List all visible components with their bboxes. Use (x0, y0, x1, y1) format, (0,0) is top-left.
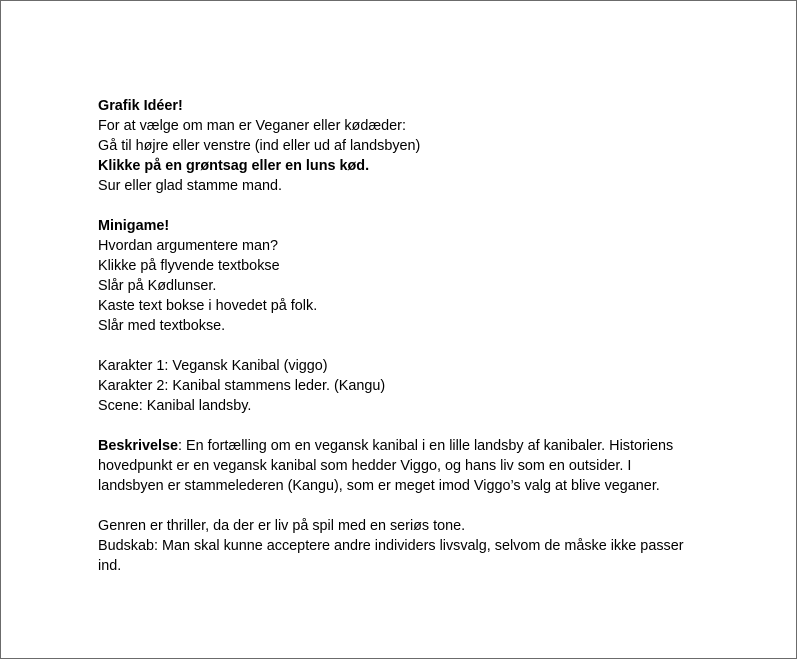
text-line: Hvordan argumentere man? (98, 238, 278, 254)
description-line-3: landsbyen er stammelederen (Kangu), som er meget imod Viggo’s valg at blive veganer. (98, 478, 660, 494)
description-line-2: hovedpunkt er en vegansk kanibal som hedder Viggo, og hans liv som en outsider. I (98, 458, 632, 474)
text-line: Gå til højre eller venstre (ind eller ud af landsbyen) (98, 138, 421, 154)
minigame-heading: Minigame! (98, 218, 170, 234)
text-line: For at vælge om man er Veganer eller kødæder: (98, 118, 406, 134)
paragraph-gap (98, 336, 718, 356)
text-line: Klikke på flyvende textbokse (98, 258, 280, 274)
bold-instruction-line: Klikke på en grøntsag eller en luns kød. (98, 158, 370, 174)
description-text: : En fortælling om en vegansk kanibal i en lille landsby af kanibaler. Historiens (178, 438, 674, 454)
text-line: Slår med textbokse. (98, 318, 226, 334)
paragraph-gap (98, 496, 718, 516)
description-label: Beskrivelse (98, 438, 179, 454)
text-line: Slår på Kødlunser. (98, 278, 217, 294)
paragraph-gap (98, 196, 718, 216)
scene-line: Scene: Kanibal landsby. (98, 398, 252, 414)
character-1-line: Karakter 1: Vegansk Kanibal (viggo) (98, 358, 328, 374)
message-line-end: ind. (98, 558, 122, 574)
character-2-line: Karakter 2: Kanibal stammens leder. (Kangu) (98, 378, 386, 394)
description-line-1 (98, 436, 718, 456)
document-body (98, 96, 718, 576)
text-line: Sur eller glad stamme mand. (98, 178, 282, 194)
message-line: Budskab: Man skal kunne acceptere andre individers livsvalg, selvom de måske ikke passer (98, 538, 684, 554)
genre-line: Genren er thriller, da der er liv på spil med en seriøs tone. (98, 518, 466, 534)
paragraph-gap (98, 416, 718, 436)
text-line: Kaste text bokse i hovedet på folk. (98, 298, 318, 314)
grafik-heading: Grafik Idéer! (98, 98, 183, 114)
